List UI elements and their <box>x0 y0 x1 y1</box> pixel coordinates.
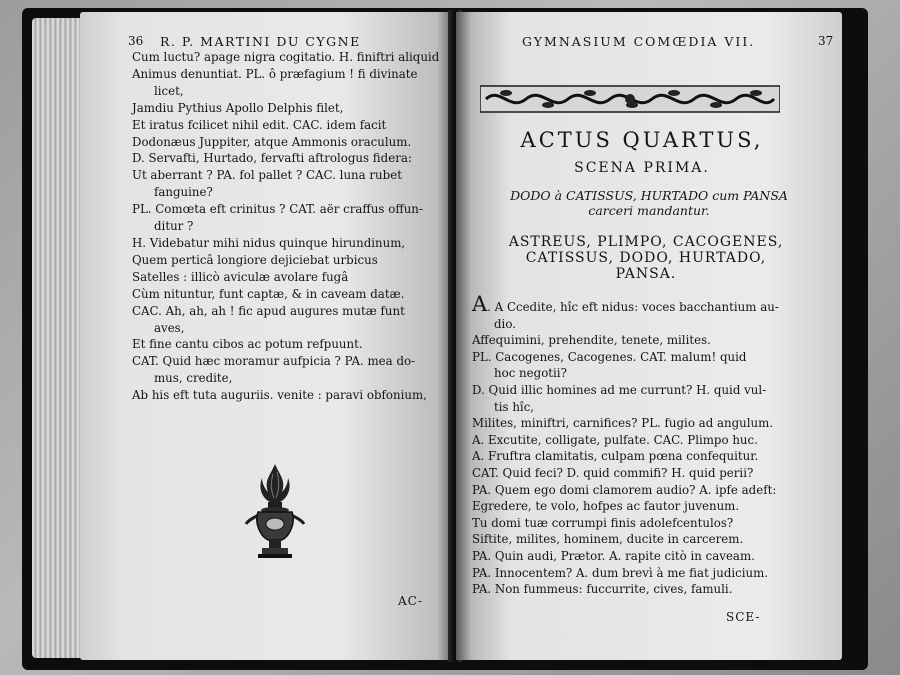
text-line: Ut aberrant ? PA. fol pallet ? CAC. luna rubet <box>132 168 402 183</box>
text-line: tis hîc, <box>494 399 535 414</box>
dramatis-personae <box>476 234 816 282</box>
text-line: Satelles : illicò aviculæ avolare fugâ <box>132 269 349 284</box>
text-line: fanguine? <box>154 185 213 200</box>
drop-cap: A <box>472 292 488 316</box>
right-catchword: SCE- <box>726 610 761 624</box>
text-line: PL. Comœta eft crinitus ? CAT. aër craffus offun- <box>132 202 423 217</box>
text-line: Egredere, te volo, hofpes ac fautor juvenum. <box>472 499 740 514</box>
text-line: Et iratus fcilicet nihil edit. CAC. idem facit <box>132 117 387 132</box>
right-page <box>456 12 842 660</box>
page-edges <box>32 18 82 658</box>
text-line: Siftite, milites, hominem, ducite in carcerem. <box>472 532 744 547</box>
text-line: H. Videbatur mihi nidus quinque hirundinum, <box>132 235 406 250</box>
left-page-number: 36 <box>128 34 144 48</box>
flaming-urn-vignette <box>240 460 310 570</box>
text-line: aves, <box>154 320 185 335</box>
text-line: PA. Non fummeus: fuccurrite, cives, famuli. <box>472 582 733 597</box>
text-line: hoc negotii? <box>494 366 567 381</box>
personae-line: PANSA. <box>615 266 677 282</box>
text-line: mus, credite, <box>154 371 233 386</box>
text-line: Tu domi tuæ corrumpi finis adolefcentulos? <box>472 515 734 530</box>
text-line: PL. Cacogenes, Cacogenes. CAT. malum! quid <box>472 349 747 364</box>
text-line: D. Quid illic homines ad me currunt? H. quid vul- <box>472 382 767 397</box>
text-line: A. Excutite, colligate, pulfate. CAC. Plimpo huc. <box>472 432 758 447</box>
text-line: Milites, miniftri, carnifices? PL. fugio ad angulum. <box>472 416 774 431</box>
personae-line: ASTREUS, PLIMPO, CACOGENES, <box>508 234 784 250</box>
text-line: CAT. Quid hæc moramur aufpicia ? PA. mea do- <box>132 354 416 369</box>
text-line: Quem perticâ longiore dejiciebat urbicus <box>132 252 378 267</box>
text-line: A. Fruftra clamitatis, culpam pœna confequitur. <box>472 449 759 464</box>
text-line: PA. Innocentem? A. dum brevì à me fiat judicium. <box>472 565 769 580</box>
scene-title: SCENA PRIMA. <box>574 160 710 176</box>
argument-line: DODO à CATISSUS, HURTADO cum PANSA <box>510 188 788 203</box>
scene-argument <box>474 188 824 218</box>
ornamental-headpiece <box>480 82 780 116</box>
personae-line: CATISSUS, DODO, HURTADO, <box>525 250 767 266</box>
first-line-text: . A Ccedite, hîc eft nidus: voces bacchantium au- <box>487 300 779 314</box>
left-running-head: R. P. MARTINI DU CYGNE <box>160 34 361 49</box>
text-line: Ab his eft tuta auguriis. venite : paravi obfonium, <box>132 388 427 403</box>
text-line: Et fine cantu cibos ac potum refpuunt. <box>132 337 363 352</box>
text-line: PA. Quem ego domi clamorem audio? A. ipfe adeft: <box>472 482 777 497</box>
text-line: Dodonæus Juppiter, atque Ammonis oraculum. <box>132 134 412 149</box>
act-title: ACTUS QUARTUS, <box>520 128 764 152</box>
text-line: Animus denuntiat. PL. ô præfagium ! fi divinate <box>132 66 418 81</box>
argument-line: carceri mandantur. <box>588 203 710 218</box>
right-text-block <box>472 292 822 598</box>
text-line: Jamdiu Pythius Apollo Delphis filet, <box>132 100 344 115</box>
left-page <box>80 12 452 660</box>
text-line: PA. Quin audi, Prætor. A. rapite citò in caveam. <box>472 548 755 563</box>
left-catchword: AC- <box>398 594 423 608</box>
right-page-number: 37 <box>818 34 834 48</box>
text-line: Cum luctu? apage nigra cogitatio. H. finiftri aliquid <box>132 50 440 64</box>
text-line: D. Servafti, Hurtado, fervafti aftrologus fidera: <box>132 151 412 166</box>
text-line: CAC. Ah, ah, ah ! fic apud augures mutæ funt <box>132 303 405 318</box>
text-line: dio. <box>494 316 516 331</box>
right-running-head: GYMNASIUM COMŒDIA VII. <box>522 34 756 49</box>
text-line: licet, <box>154 83 184 98</box>
text-line: Affequimini, prehendite, tenete, milites. <box>472 333 711 348</box>
text-line: CAT. Quid feci? D. quid commifi? H. quid perii? <box>472 465 754 480</box>
text-line: ditur ? <box>154 219 194 234</box>
text-line: Cùm nituntur, funt captæ, & in caveam datæ. <box>132 286 405 301</box>
text-line <box>472 292 822 316</box>
left-text-block <box>132 49 440 404</box>
